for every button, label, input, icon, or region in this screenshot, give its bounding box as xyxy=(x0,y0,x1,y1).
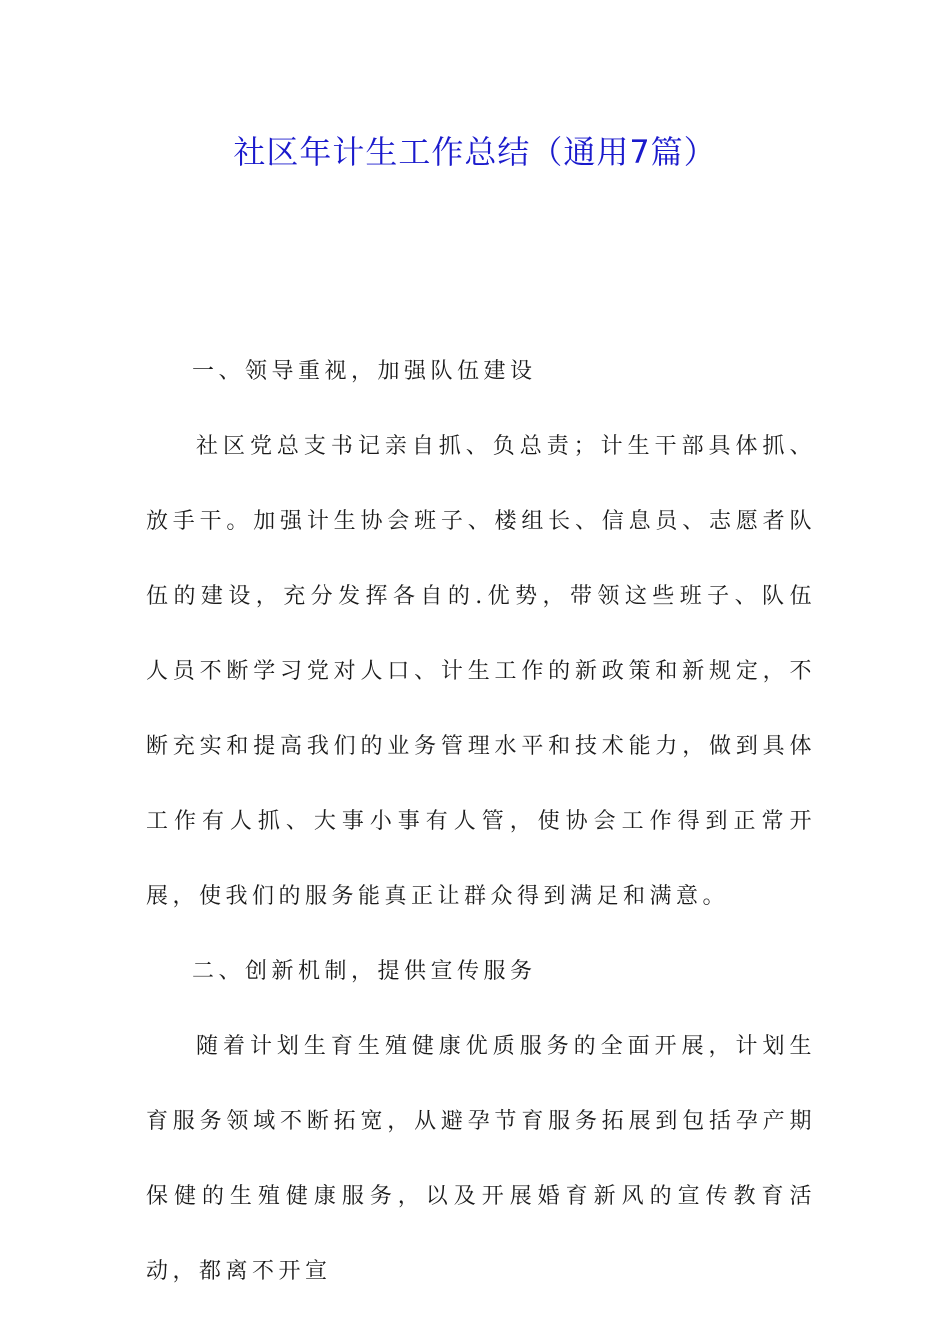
document-title: 社区年计生工作总结（通用7篇） xyxy=(233,133,717,171)
document-body xyxy=(146,334,816,1309)
section-paragraph-2: 随着计划生育生殖健康优质服务的全面开展，计划生育服务领域不断拓宽，从避孕节育服务拓展到包括孕产期保健的生殖健康服务，以及开展婚育新风的宣传教育活动，都离不开宣 xyxy=(146,1034,816,1284)
section-heading-2: 二、创新机制，提供宣传服务 xyxy=(192,959,537,984)
section-heading-1: 一、领导重视，加强队伍建设 xyxy=(192,359,537,384)
section-paragraph-1: 社区党总支书记亲自抓、负总责；计生干部具体抓、放手干。加强计生协会班子、楼组长、信息员、志愿者队伍的建设，充分发挥各自的.优势，带领这些班子、队伍人员不断学习党对人口、计生工作的新政策和新规定，不断充实和提高我们的业务管理水平和技术能力，做到具体工作有人抓、大事小事有人管，使协会工作得到正常开展，使我们的服务能真正让群众得到满足和满意。 xyxy=(146,434,816,909)
